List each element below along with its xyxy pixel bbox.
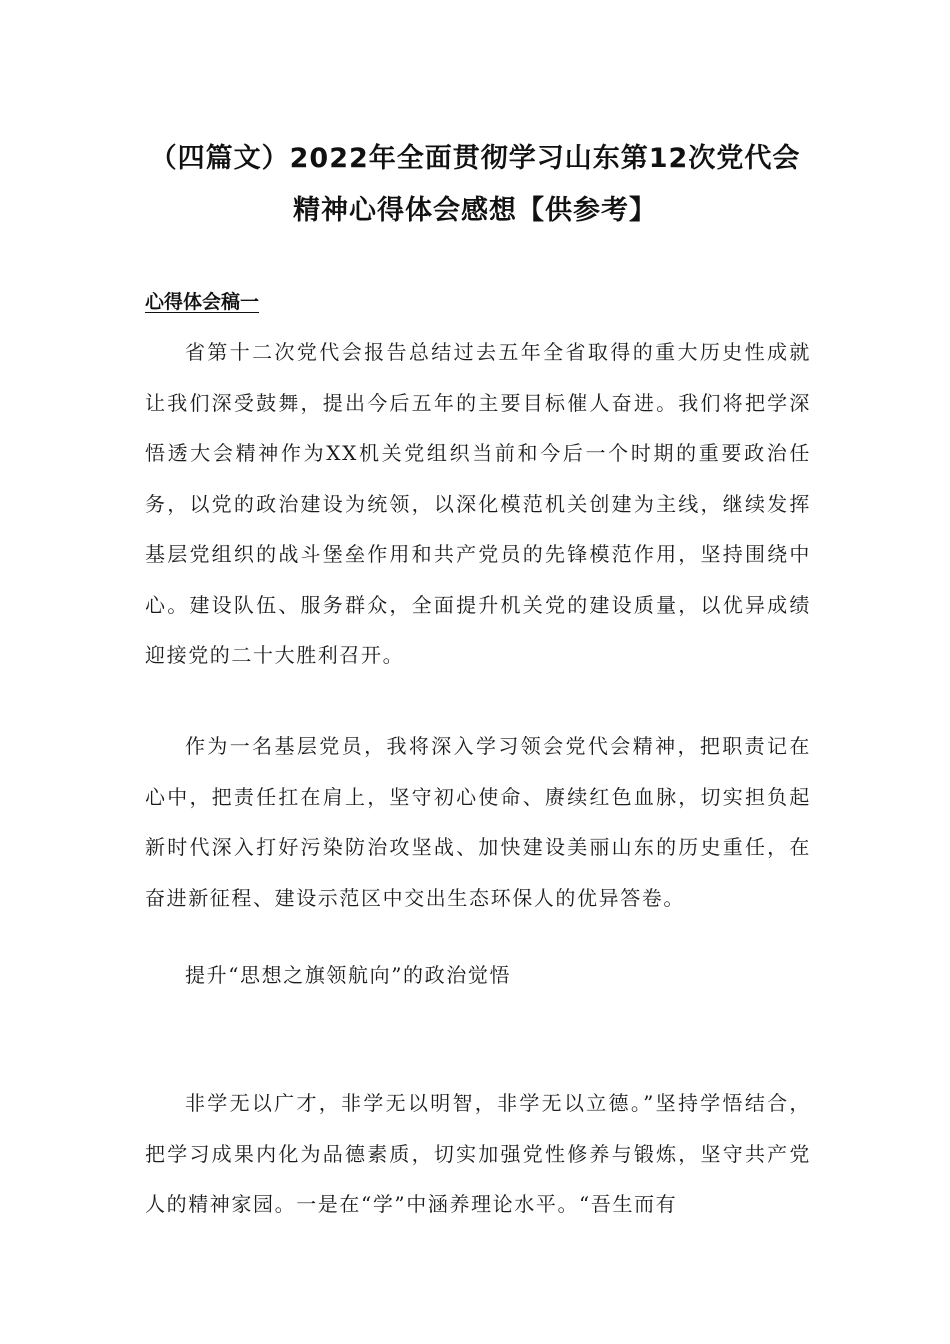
paragraph-1: 省第十二次党代会报告总结过去五年全省取得的重大历史性成就让我们深受鼓舞，提出今后五年的主要目标催人奋进。我们将把学深悟透大会精神作为XX机关党组织当前和今后一个时期的重要政治任务，以党的政治建设为统领，以深化模范机关创建为主线，继续发挥基层党组织的战斗堡垒作用和共产党员的先锋模范作用，坚持围绕中心。建设队伍、服务群众，全面提升机关党的建设质量，以优异成绩迎接党的二十大胜利召开。 xyxy=(145,340,811,667)
paragraph-4: 非学无以广才，非学无以明智，非学无以立德。”坚持学悟结合，把学习成果内化为品德素质，切实加强党性修养与锻炼，坚守共产党人的精神家园。一是在“学”中涵养理论水平。“吾生而有 xyxy=(145,1091,811,1216)
document-title-line2: 精神心得体会感想【供参考】 xyxy=(293,195,657,226)
document-title-line1: （四篇文）2022年全面贯彻学习山东第12次党代会 xyxy=(149,143,801,174)
section-heading: 心得体会稿一 xyxy=(145,291,260,313)
paragraph-2: 作为一名基层党员，我将深入学习领会党代会精神，把职责记在心中，把责任扛在肩上，坚守初心使命、赓续红色血脉，切实担负起新时代深入打好污染防治攻坚战、加快建设美丽山东的历史重任，在奋进新征程、建设示范区中交出生态环保人的优异答卷。 xyxy=(145,734,811,910)
paragraph-3-subheading: 提升“思想之旗领航向”的政治觉悟 xyxy=(185,963,512,987)
